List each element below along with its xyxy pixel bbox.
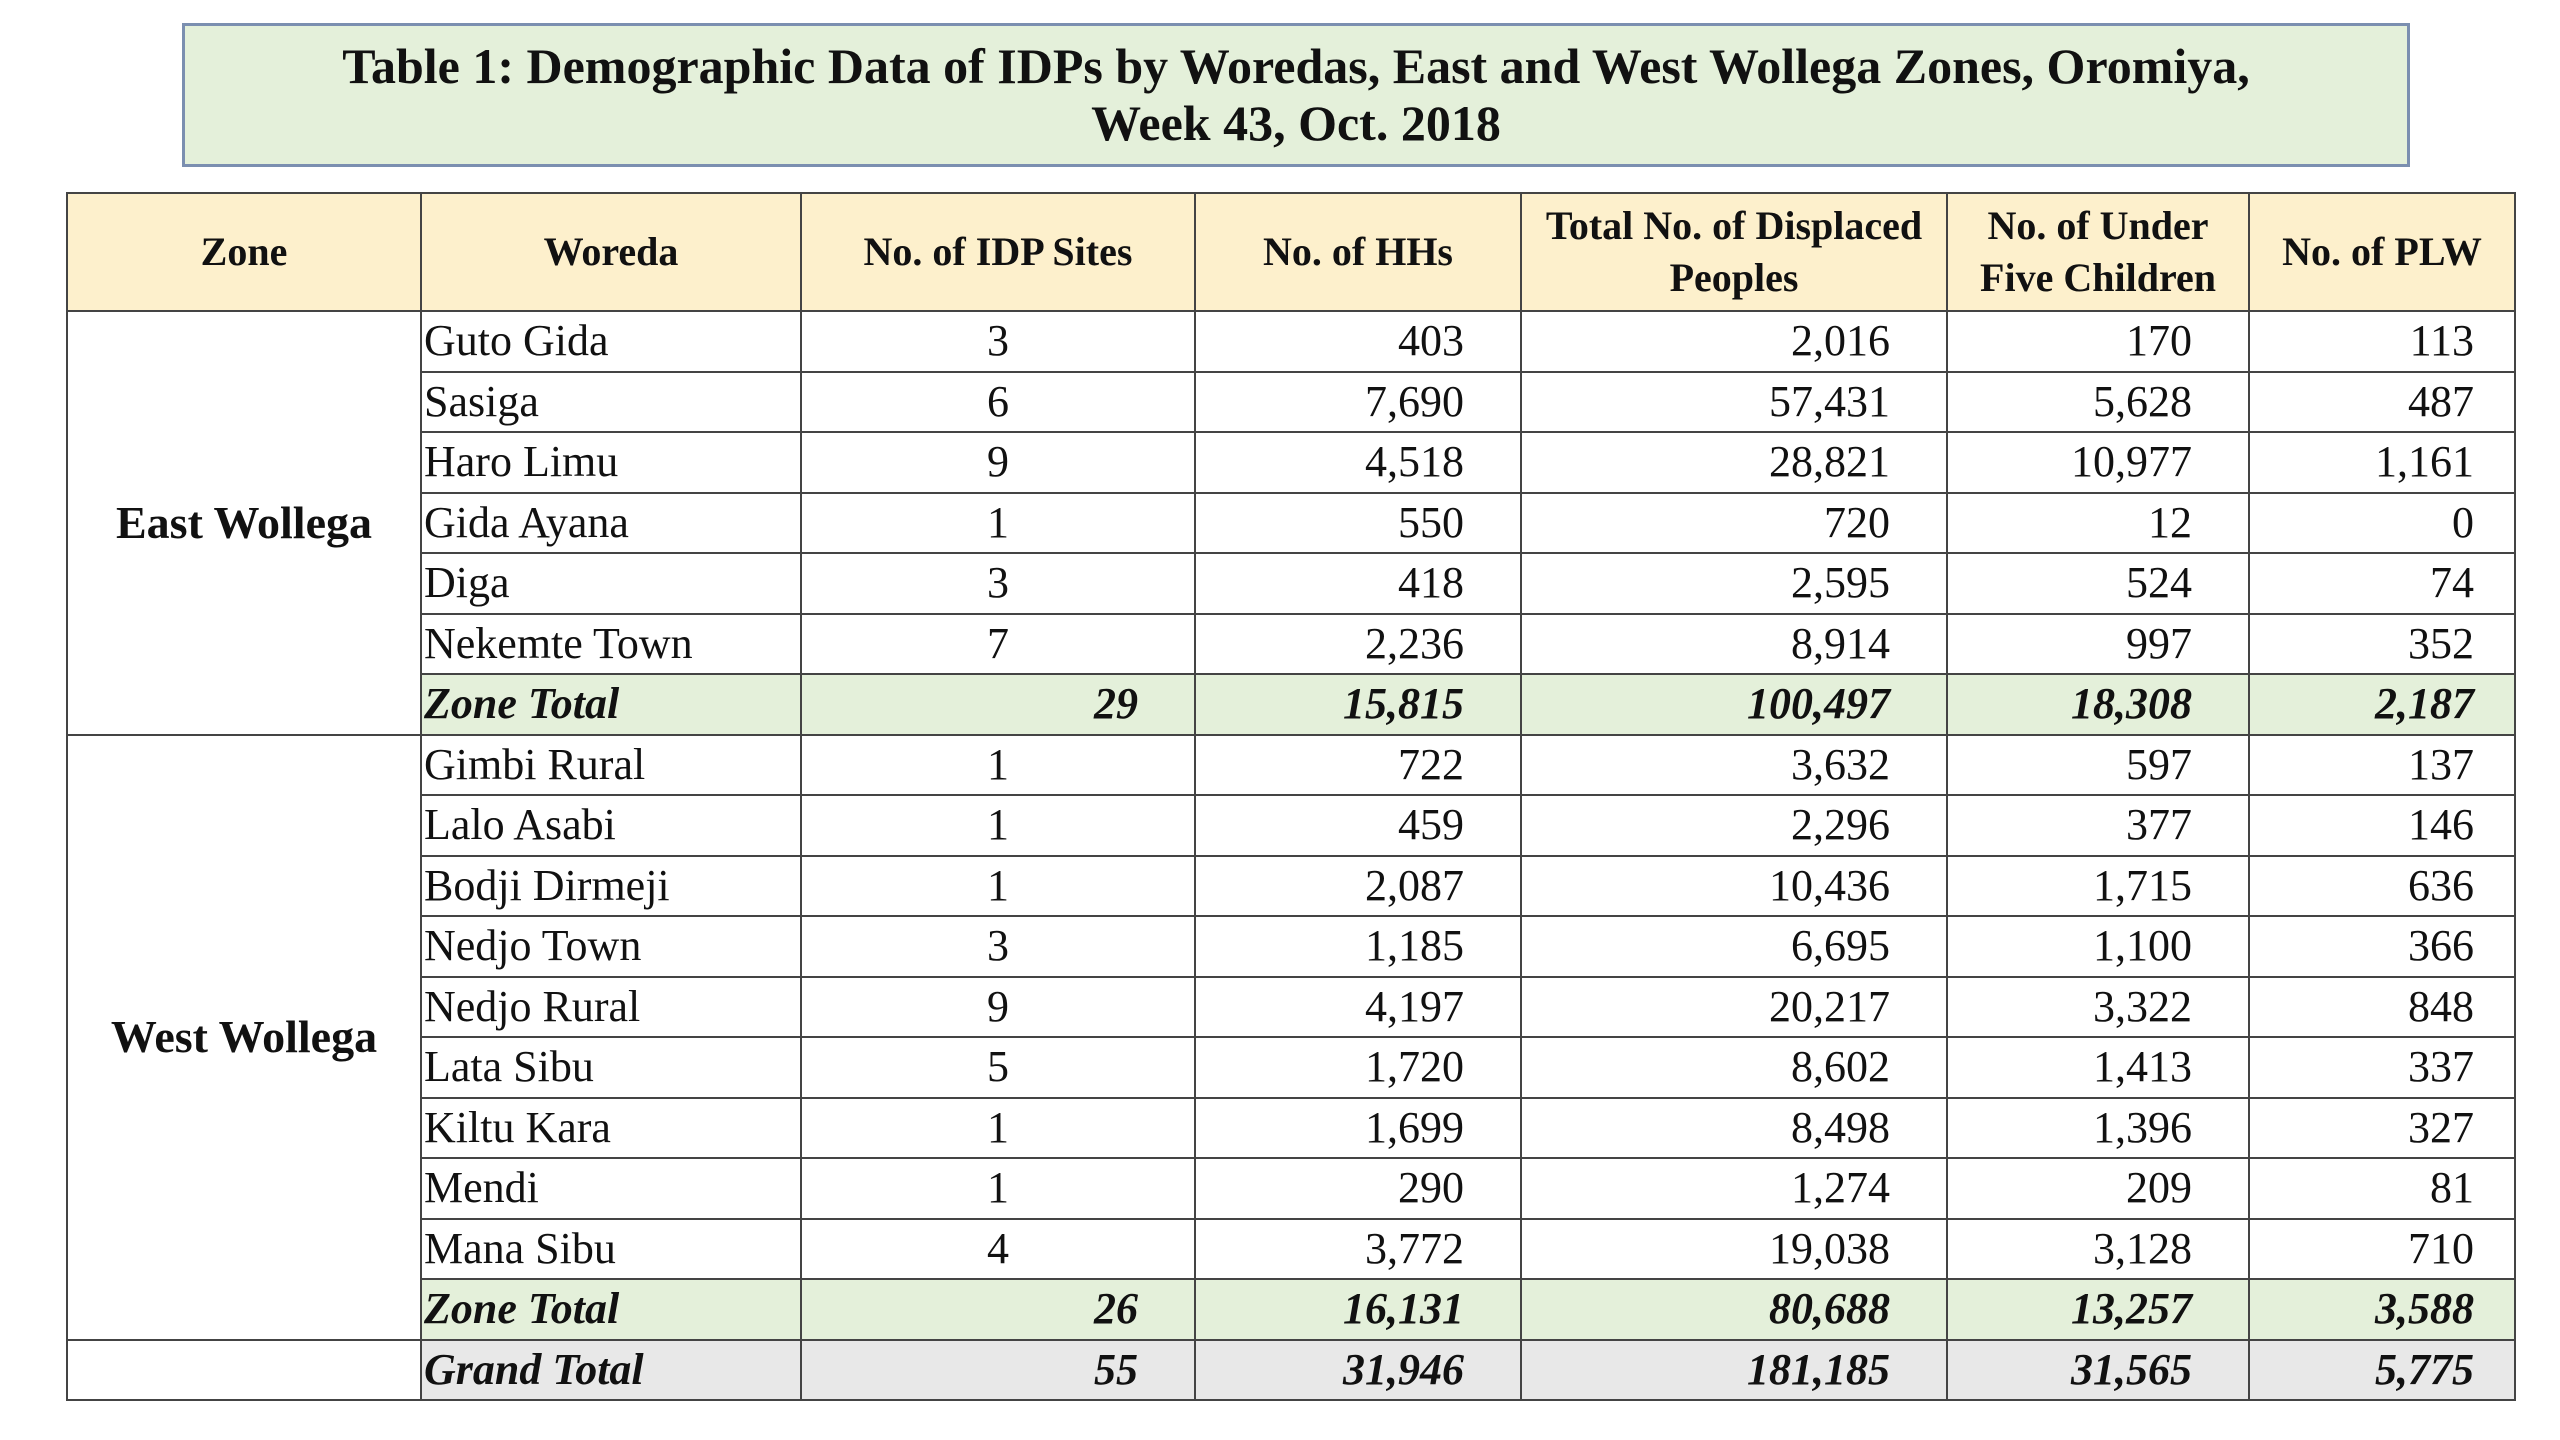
under-five-cell: 1,396 <box>1947 1098 2249 1159</box>
idp-sites-cell: 1 <box>801 1158 1195 1219</box>
under-five-cell: 12 <box>1947 493 2249 554</box>
idp-sites-cell: 3 <box>801 553 1195 614</box>
idp-sites-cell: 1 <box>801 735 1195 796</box>
zone-total-displaced-cell: 100,497 <box>1521 674 1947 735</box>
header-zone: Zone <box>67 193 421 311</box>
households-cell: 4,518 <box>1195 432 1521 493</box>
plw-cell: 487 <box>2249 372 2515 433</box>
table-row <box>67 795 2515 856</box>
under-five-cell: 597 <box>1947 735 2249 796</box>
zone-total-row <box>67 674 2515 735</box>
woreda-cell: Guto Gida <box>421 311 801 372</box>
displaced-cell: 1,274 <box>1521 1158 1947 1219</box>
households-cell: 459 <box>1195 795 1521 856</box>
displaced-cell: 2,296 <box>1521 795 1947 856</box>
header-displaced-line-2: Peoples <box>1669 255 1799 300</box>
idp-sites-cell: 1 <box>801 493 1195 554</box>
idp-data-table <box>66 192 2516 1401</box>
households-cell: 2,236 <box>1195 614 1521 675</box>
idp-sites-cell: 1 <box>801 856 1195 917</box>
table-row <box>67 735 2515 796</box>
displaced-cell: 2,595 <box>1521 553 1947 614</box>
table-row <box>67 856 2515 917</box>
households-cell: 2,087 <box>1195 856 1521 917</box>
idp-sites-cell: 1 <box>801 795 1195 856</box>
header-row <box>67 193 2515 311</box>
plw-cell: 81 <box>2249 1158 2515 1219</box>
idp-sites-cell: 5 <box>801 1037 1195 1098</box>
under-five-cell: 997 <box>1947 614 2249 675</box>
table-row <box>67 1037 2515 1098</box>
woreda-cell: Bodji Dirmeji <box>421 856 801 917</box>
table-row <box>67 553 2515 614</box>
table-row <box>67 372 2515 433</box>
idp-sites-cell: 3 <box>801 311 1195 372</box>
displaced-cell: 2,016 <box>1521 311 1947 372</box>
header-woreda: Woreda <box>421 193 801 311</box>
displaced-cell: 19,038 <box>1521 1219 1947 1280</box>
zone-total-row <box>67 1279 2515 1340</box>
zone-total-households-cell: 15,815 <box>1195 674 1521 735</box>
under-five-cell: 1,715 <box>1947 856 2249 917</box>
under-five-cell: 1,100 <box>1947 916 2249 977</box>
zone-total-plw-cell: 2,187 <box>2249 674 2515 735</box>
idp-sites-cell: 3 <box>801 916 1195 977</box>
households-cell: 1,185 <box>1195 916 1521 977</box>
households-cell: 1,699 <box>1195 1098 1521 1159</box>
woreda-cell: Nedjo Rural <box>421 977 801 1038</box>
woreda-cell: Gimbi Rural <box>421 735 801 796</box>
plw-cell: 710 <box>2249 1219 2515 1280</box>
idp-sites-cell: 9 <box>801 432 1195 493</box>
header-plw: No. of PLW <box>2249 193 2515 311</box>
zone-total-idp-sites-cell: 29 <box>801 674 1195 735</box>
households-cell: 550 <box>1195 493 1521 554</box>
displaced-cell: 6,695 <box>1521 916 1947 977</box>
table-row <box>67 916 2515 977</box>
under-five-cell: 3,128 <box>1947 1219 2249 1280</box>
grand-total-idp-sites-cell: 55 <box>801 1340 1195 1401</box>
zone-total-under-five-cell: 13,257 <box>1947 1279 2249 1340</box>
table-title <box>182 23 2410 167</box>
under-five-cell: 524 <box>1947 553 2249 614</box>
plw-cell: 636 <box>2249 856 2515 917</box>
grand-total-households-cell: 31,946 <box>1195 1340 1521 1401</box>
displaced-cell: 720 <box>1521 493 1947 554</box>
under-five-cell: 209 <box>1947 1158 2249 1219</box>
header-idp-sites: No. of IDP Sites <box>801 193 1195 311</box>
zone-name-cell: East Wollega <box>67 311 421 735</box>
households-cell: 418 <box>1195 553 1521 614</box>
table-row <box>67 977 2515 1038</box>
displaced-cell: 3,632 <box>1521 735 1947 796</box>
plw-cell: 137 <box>2249 735 2515 796</box>
grand-total-zone-blank <box>67 1340 421 1401</box>
households-cell: 1,720 <box>1195 1037 1521 1098</box>
plw-cell: 366 <box>2249 916 2515 977</box>
table-row <box>67 1098 2515 1159</box>
under-five-cell: 1,413 <box>1947 1037 2249 1098</box>
displaced-cell: 10,436 <box>1521 856 1947 917</box>
idp-sites-cell: 6 <box>801 372 1195 433</box>
zone-total-displaced-cell: 80,688 <box>1521 1279 1947 1340</box>
grand-total-label: Grand Total <box>421 1340 801 1401</box>
under-five-cell: 3,322 <box>1947 977 2249 1038</box>
zone-total-label: Zone Total <box>421 674 801 735</box>
displaced-cell: 28,821 <box>1521 432 1947 493</box>
households-cell: 7,690 <box>1195 372 1521 433</box>
households-cell: 403 <box>1195 311 1521 372</box>
grand-total-row <box>67 1340 2515 1401</box>
households-cell: 722 <box>1195 735 1521 796</box>
under-five-cell: 10,977 <box>1947 432 2249 493</box>
grand-total-under-five-cell: 31,565 <box>1947 1340 2249 1401</box>
plw-cell: 146 <box>2249 795 2515 856</box>
woreda-cell: Kiltu Kara <box>421 1098 801 1159</box>
displaced-cell: 8,602 <box>1521 1037 1947 1098</box>
woreda-cell: Lata Sibu <box>421 1037 801 1098</box>
woreda-cell: Mendi <box>421 1158 801 1219</box>
header-under-five <box>1947 193 2249 311</box>
zone-name-cell: West Wollega <box>67 735 421 1340</box>
woreda-cell: Lalo Asabi <box>421 795 801 856</box>
header-households: No. of HHs <box>1195 193 1521 311</box>
idp-sites-cell: 1 <box>801 1098 1195 1159</box>
header-under-five-line-2: Five Children <box>1980 255 2216 300</box>
table-body <box>67 311 2515 1400</box>
table-title-line-1: Table 1: Demographic Data of IDPs by Woredas, East and West Wollega Zones, Oromiya, <box>342 38 2250 94</box>
woreda-cell: Sasiga <box>421 372 801 433</box>
zone-total-idp-sites-cell: 26 <box>801 1279 1195 1340</box>
households-cell: 3,772 <box>1195 1219 1521 1280</box>
idp-sites-cell: 4 <box>801 1219 1195 1280</box>
under-five-cell: 170 <box>1947 311 2249 372</box>
plw-cell: 848 <box>2249 977 2515 1038</box>
plw-cell: 74 <box>2249 553 2515 614</box>
woreda-cell: Haro Limu <box>421 432 801 493</box>
header-displaced-line-1: Total No. of Displaced <box>1545 203 1923 248</box>
table-row <box>67 432 2515 493</box>
zone-total-label: Zone Total <box>421 1279 801 1340</box>
table-title-line-2: Week 43, Oct. 2018 <box>1091 95 1501 151</box>
table-row <box>67 1219 2515 1280</box>
plw-cell: 113 <box>2249 311 2515 372</box>
households-cell: 4,197 <box>1195 977 1521 1038</box>
idp-sites-cell: 9 <box>801 977 1195 1038</box>
table-row <box>67 1158 2515 1219</box>
table-row <box>67 614 2515 675</box>
displaced-cell: 57,431 <box>1521 372 1947 433</box>
zone-total-households-cell: 16,131 <box>1195 1279 1521 1340</box>
grand-total-displaced-cell: 181,185 <box>1521 1340 1947 1401</box>
displaced-cell: 8,914 <box>1521 614 1947 675</box>
woreda-cell: Mana Sibu <box>421 1219 801 1280</box>
plw-cell: 337 <box>2249 1037 2515 1098</box>
households-cell: 290 <box>1195 1158 1521 1219</box>
woreda-cell: Diga <box>421 553 801 614</box>
idp-sites-cell: 7 <box>801 614 1195 675</box>
under-five-cell: 5,628 <box>1947 372 2249 433</box>
plw-cell: 1,161 <box>2249 432 2515 493</box>
grand-total-plw-cell: 5,775 <box>2249 1340 2515 1401</box>
displaced-cell: 20,217 <box>1521 977 1947 1038</box>
zone-total-under-five-cell: 18,308 <box>1947 674 2249 735</box>
header-under-five-line-1: No. of Under <box>1987 203 2209 248</box>
woreda-cell: Nedjo Town <box>421 916 801 977</box>
header-displaced-peoples <box>1521 193 1947 311</box>
displaced-cell: 8,498 <box>1521 1098 1947 1159</box>
woreda-cell: Nekemte Town <box>421 614 801 675</box>
plw-cell: 327 <box>2249 1098 2515 1159</box>
plw-cell: 352 <box>2249 614 2515 675</box>
under-five-cell: 377 <box>1947 795 2249 856</box>
plw-cell: 0 <box>2249 493 2515 554</box>
table-row <box>67 311 2515 372</box>
table-row <box>67 493 2515 554</box>
woreda-cell: Gida Ayana <box>421 493 801 554</box>
zone-total-plw-cell: 3,588 <box>2249 1279 2515 1340</box>
